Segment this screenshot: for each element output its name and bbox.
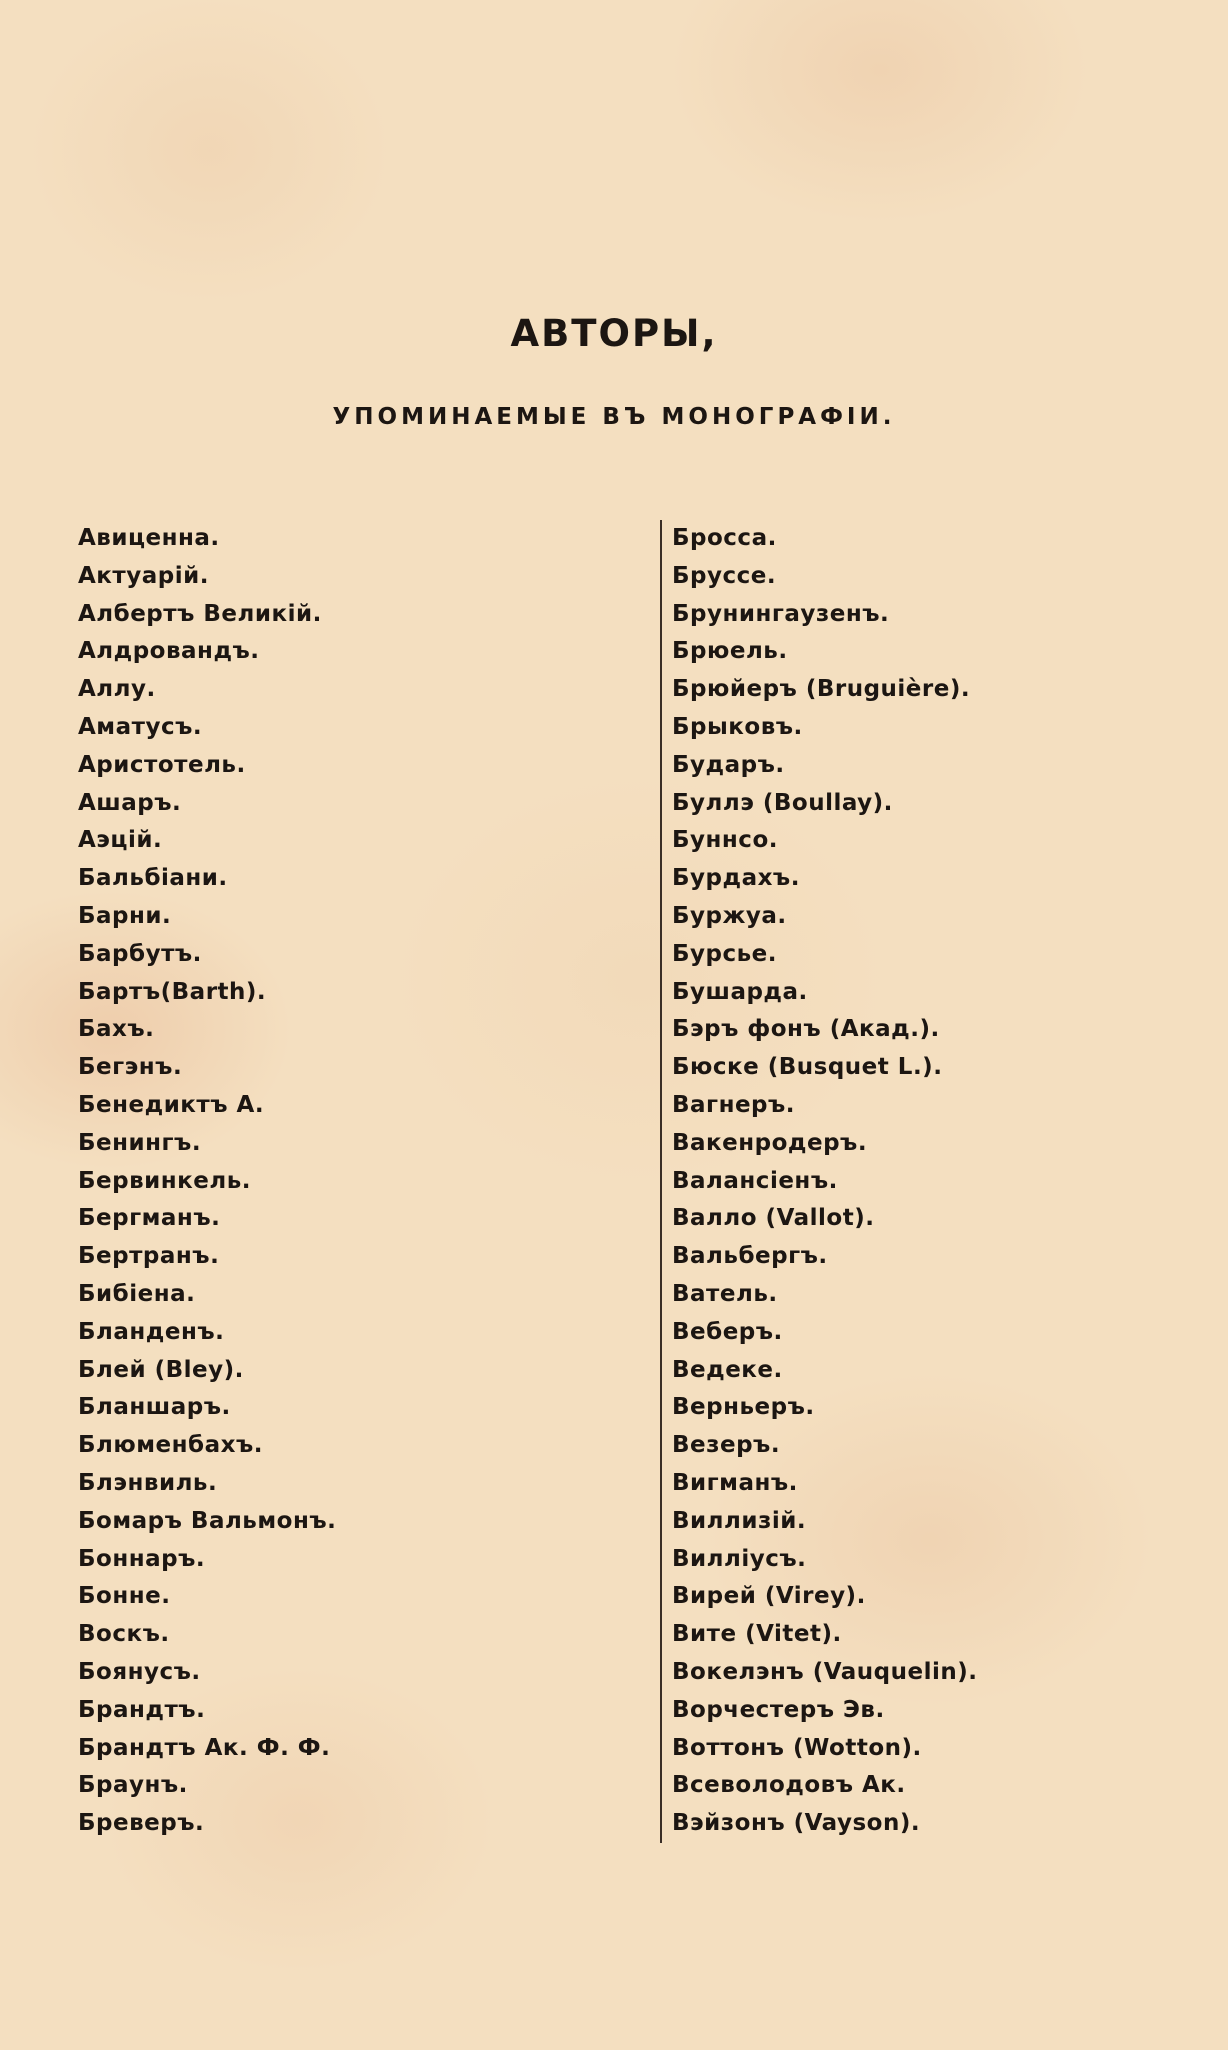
author-entry: Воттонъ (Wotton). [672,1734,922,1761]
author-entry: Виллизій. [672,1507,807,1534]
author-entry: Бонне. [78,1583,171,1610]
author-entry: Брюель. [672,638,788,665]
author-entry: Вагнеръ. [672,1091,796,1118]
author-entry: Бушарда. [672,978,808,1005]
author-entry: Вокелэнъ (Vauquelin). [672,1658,978,1685]
author-entry: Бреверъ. [78,1810,205,1837]
author-entry: Бэръ фонъ (Акад.). [672,1016,940,1043]
author-entry: Брандтъ. [78,1696,206,1723]
author-entry: Бибіена. [78,1280,196,1307]
author-entry: Буллэ (Boullay). [672,789,893,816]
author-entry: Аристотель. [78,751,246,778]
author-entry: Бросса. [672,525,777,551]
author-entry: Бергманъ. [78,1205,221,1232]
author-entry: Бенингъ. [78,1129,202,1156]
author-entry: Авиценна. [78,525,220,551]
author-entry: Вальбергъ. [672,1243,828,1270]
author-entry: Валло (Vallot). [672,1205,875,1232]
author-entry: Вигманъ. [672,1469,798,1496]
author-list-left-column [78,520,598,1843]
author-entry: Вакенродеръ. [672,1129,868,1156]
author-list-right-column [660,520,1212,1843]
author-entry: Актуарій. [78,562,209,589]
author-entry: Бегэнъ. [78,1054,183,1081]
author-entry: Блюменбахъ. [78,1432,263,1459]
author-entry: Бурсье. [672,940,778,967]
author-entry: Бомаръ Вальмонъ. [78,1507,337,1534]
author-entry: Алдровандъ. [78,638,260,665]
author-entry: Бруссе. [672,562,777,589]
author-entry: Верньеръ. [672,1394,815,1421]
author-entry: Веберъ. [672,1318,783,1345]
author-entry: Бахъ. [78,1016,155,1043]
author-entry: Буннсо. [672,827,778,854]
author-entry: Боннаръ. [78,1545,206,1572]
author-entry: Браунъ. [78,1772,188,1799]
author-entry: Бервинкель. [78,1167,251,1194]
author-entry: Барбутъ. [78,940,202,967]
author-entry: Вирей (Virey). [672,1583,866,1610]
author-entry: Ведеке. [672,1356,783,1383]
author-entry: Бурдахъ. [672,865,800,892]
author-entry: Вите (Vitet). [672,1621,842,1648]
author-entry: Бланденъ. [78,1318,225,1345]
author-entry: Бюске (Busquet L.). [672,1054,943,1081]
author-entry: Бударъ. [672,751,785,778]
author-entry: Брыковъ. [672,713,803,740]
author-entry: Вэйзонъ (Vayson). [672,1810,921,1837]
author-entry: Ворчестеръ Эв. [672,1696,885,1723]
author-entry: Брунингаузенъ. [672,600,890,627]
author-entry: Барни. [78,902,172,929]
author-entry: Ватель. [672,1280,778,1307]
author-entry: Boскъ. [78,1621,170,1648]
author-entry: Блэнвиль. [78,1469,218,1496]
page-subtitle: УПОМИНАЕМЫЕ ВЪ МОНОГРАФІИ. [332,404,896,430]
author-entry: Бертранъ. [78,1243,220,1270]
author-entry: Везеръ. [672,1432,781,1459]
author-entry: Бальбіани. [78,865,228,892]
author-entry: Ашаръ. [78,789,182,816]
author-entry: Вилліусъ. [672,1545,807,1572]
author-entry: Бланшаръ. [78,1394,231,1421]
author-entry: Аэцій. [78,827,163,854]
author-entry: Брюйеръ (Bruguière). [672,676,971,703]
author-entry: Албертъ Великій. [78,600,322,627]
author-entry: Блей (Bley). [78,1356,244,1383]
author-entry: Всеволодовъ Ак. [672,1772,906,1799]
author-entry: Бенедиктъ А. [78,1091,265,1118]
author-entry: Буржуа. [672,902,787,929]
author-entry: Бартъ(Barth). [78,978,267,1005]
author-entry: Боянусъ. [78,1658,201,1685]
author-entry: Аллу. [78,676,156,703]
author-entry: Аматусъ. [78,713,203,740]
author-entry: Валансіенъ. [672,1167,838,1194]
author-entry: Брандтъ Ак. Ф. Ф. [78,1734,331,1761]
page-title: АВТОРЫ, [510,312,718,355]
